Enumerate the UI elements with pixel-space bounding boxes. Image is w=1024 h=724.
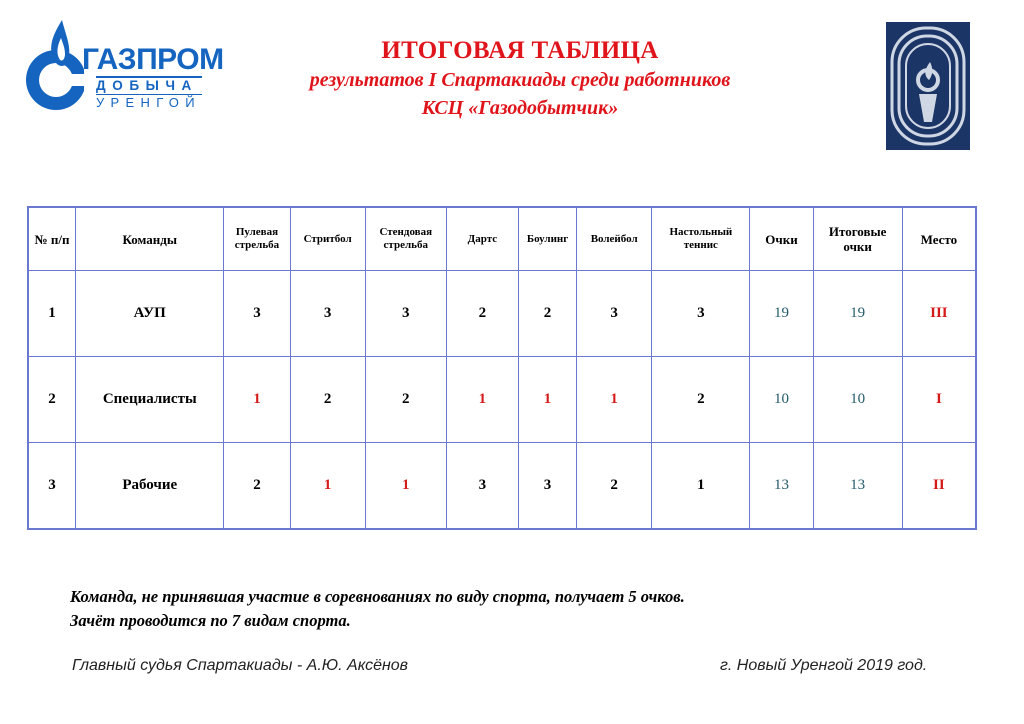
score-cell: 3 [224,271,290,357]
col-header-sport: Стритбол [291,208,366,271]
gazprom-logo [22,16,224,116]
score-cell: 2 [291,357,366,443]
table-row [29,443,975,528]
score-cell: 1 [291,443,366,528]
score-cell: 2 [519,271,577,357]
score-cell: 3 [366,271,447,357]
page-subtitle-org: КСЦ «Газодобытчик» [421,97,619,119]
points-cell: 10 [750,357,813,443]
score-cell: 3 [447,443,519,528]
col-header-total: Итоговые очки [814,208,903,271]
col-header-sport: Пулевая стрельба [224,208,290,271]
place-cell: III [903,271,975,357]
score-cell: 1 [652,443,750,528]
score-cell: 3 [519,443,577,528]
points-cell: 19 [750,271,813,357]
row-num: 3 [29,443,76,528]
col-header-num: № п/п [29,208,76,271]
team-name: АУП [76,271,224,357]
place-cell: II [933,477,945,493]
score-cell: 2 [652,357,750,443]
total-cell: 19 [814,271,903,357]
col-header-sport: Настольный теннис [652,208,750,271]
score-cell: 2 [447,271,519,357]
score-cell: 1 [447,357,519,443]
score-cell: 1 [224,357,290,443]
total-cell: 13 [814,443,903,528]
score-cell: 3 [577,271,652,357]
col-header-teams: Команды [76,208,224,271]
team-name: Специалисты [76,357,224,443]
score-cell: 3 [291,271,366,357]
score-cell: 2 [577,443,652,528]
row-num: 2 [29,357,76,443]
col-header-place: Место [903,208,975,271]
flame-icon [22,16,84,116]
score-cell: 1 [577,357,652,443]
place-cell: I [903,357,975,443]
score-cell: 2 [366,357,447,443]
logo-subtitle: ДОБЫЧА [96,78,198,93]
logo-title: ГАЗПРОМ [82,43,224,76]
col-header-sport: Волейбол [577,208,652,271]
page-title: ИТОГОВАЯ ТАБЛИЦА [381,37,659,64]
col-header-points: Очки [750,208,813,271]
notes [70,585,685,633]
page-subtitle: результатов I Спартакиады среди работников [309,69,731,91]
score-cell: 1 [519,357,577,443]
note-line: Команда, не принявшая участие в соревнованиях по виду спорта, получает 5 очков. [70,587,685,606]
col-header-sport: Стендовая стрельба [366,208,447,271]
judge-signature: Главный судья Спартакиады - А.Ю. Аксёнов [72,657,409,674]
note-line: Зачёт проводится по 7 видам спорта. [70,611,351,630]
score-cell: 1 [366,443,447,528]
table-row [29,271,975,357]
points-cell: 13 [750,443,813,528]
place-date: г. Новый Уренгой 2019 год. [720,657,928,674]
table-row [29,357,975,443]
table-header-row [29,208,975,271]
torch-icon [886,22,970,150]
results-table [27,206,977,530]
col-header-sport: Боулинг [519,208,577,271]
sports-emblem [886,22,970,150]
logo-region: УРЕНГОЙ [96,95,201,110]
team-name: Рабочие [76,443,224,528]
score-cell: 2 [224,443,290,528]
col-header-sport: Дартс [447,208,519,271]
row-num: 1 [29,271,76,357]
document-header [250,36,790,122]
total-cell: 10 [814,357,903,443]
score-cell: 3 [652,271,750,357]
